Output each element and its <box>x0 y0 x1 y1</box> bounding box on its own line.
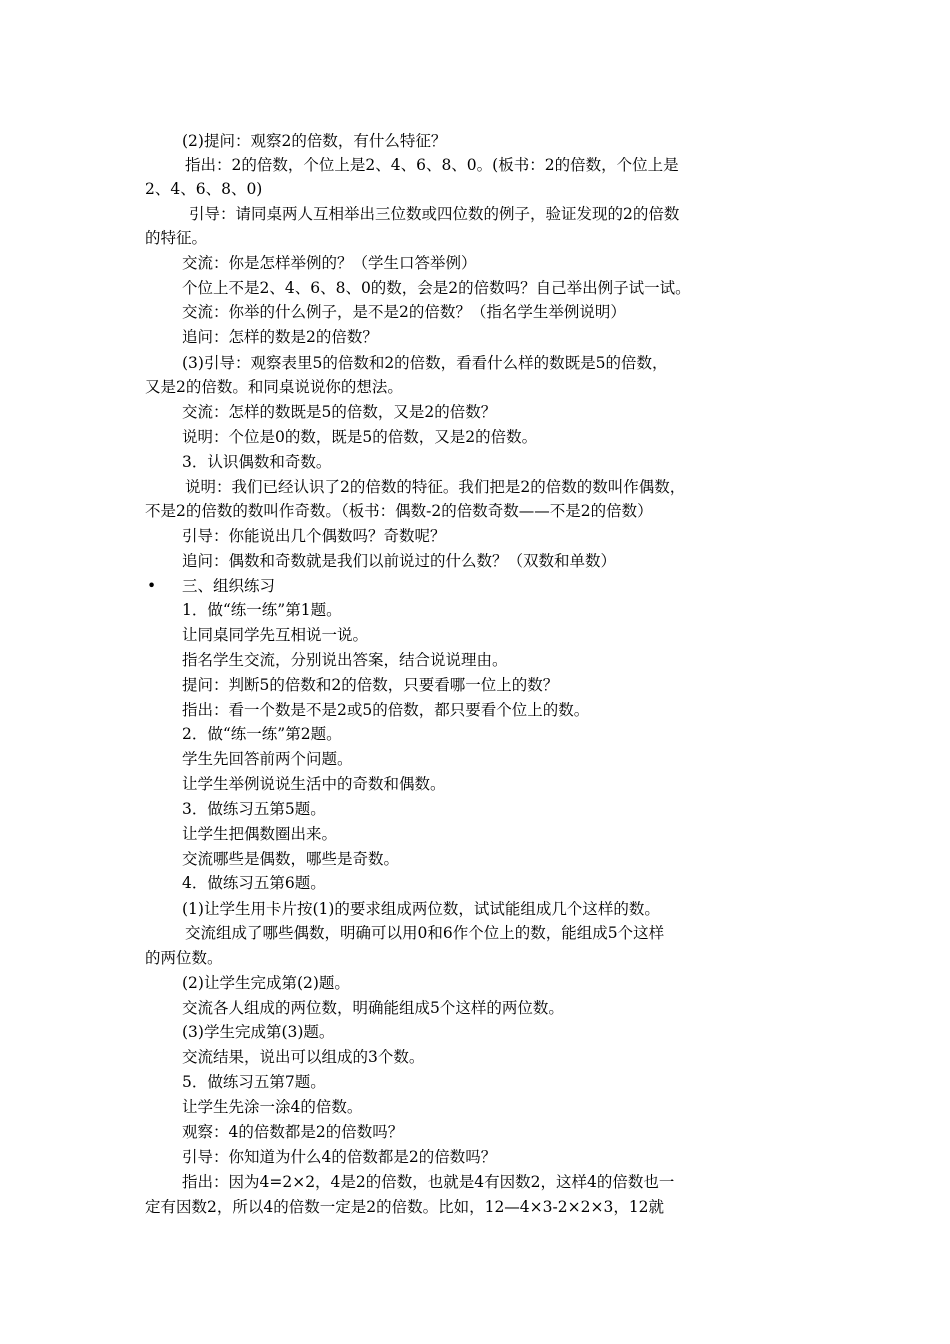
text-line: 追问：怎样的数是2的倍数？ <box>182 328 378 346</box>
text-line: (2)提问：观察2的倍数，有什么特征？ <box>182 132 447 150</box>
text-line: 学生先回答前两个问题。 <box>182 750 353 768</box>
text-line: 指出：因为4=2×2，4是2的倍数，也就是4有因数2，这样4的倍数也一 <box>182 1173 675 1191</box>
section-heading: 3．认识偶数和奇数。 <box>182 453 332 471</box>
text-line: 的特征。 <box>145 229 208 247</box>
text-line: 让学生把偶数圈出来。 <box>182 825 338 843</box>
text-line: 交流各人组成的两位数，明确能组成5个这样的两位数。 <box>182 999 564 1017</box>
bullet-mark: • <box>147 577 157 595</box>
text-line: 交流结果，说出可以组成的3个数。 <box>182 1048 425 1066</box>
text-line: (3)学生完成第(3)题。 <box>182 1023 335 1041</box>
text-line: 3．做练习五第5题。 <box>182 800 326 818</box>
text-line: 交流组成了哪些偶数，明确可以用0和6作个位上的数，能组成5个这样 <box>185 924 665 942</box>
text-line: 引导：你能说出几个偶数吗？奇数呢？ <box>182 527 446 545</box>
text-line: 4．做练习五第6题。 <box>182 874 326 892</box>
text-line: 提问：判断5的倍数和2的倍数，只要看哪一位上的数？ <box>182 676 559 694</box>
text-line: 追问：偶数和奇数就是我们以前说过的什么数？（双数和单数） <box>182 552 617 570</box>
text-line: 指名学生交流，分别说出答案，结合说说理由。 <box>182 651 508 669</box>
text-line: (2)让学生完成第(2)题。 <box>182 974 350 992</box>
text-line: 指出：看一个数是不是2或5的倍数，都只要看个位上的数。 <box>182 701 590 719</box>
text-line: 的两位数。 <box>145 949 223 967</box>
section-heading: 三、组织练习 <box>182 577 276 595</box>
text-line: 交流：你是怎样举例的？（学生口答举例） <box>182 254 477 272</box>
text-line: 交流哪些是偶数，哪些是奇数。 <box>182 850 400 868</box>
text-line: (1)让学生用卡片按(1)的要求组成两位数，试试能组成几个这样的数。 <box>182 900 660 918</box>
text-line: 个位上不是2、4、6、8、0的数，会是2的倍数吗？自己举出例子试一试。 <box>182 279 691 297</box>
text-line: 2．做“练一练”第2题。 <box>182 725 342 743</box>
text-line: 5．做练习五第7题。 <box>182 1073 326 1091</box>
text-line: 交流：怎样的数既是5的倍数，又是2的倍数？ <box>182 403 497 421</box>
text-line: 观察：4的倍数都是2的倍数吗？ <box>182 1123 404 1141</box>
text-line: 引导：你知道为什么4的倍数都是2的倍数吗？ <box>182 1148 497 1166</box>
text-line: 不是2的倍数的数叫作奇数。（板书：偶数-2的倍数奇数——不是2的倍数） <box>145 502 653 520</box>
text-line: 引导：请同桌两人互相举出三位数或四位数的例子，验证发现的2的倍数 <box>189 205 680 223</box>
text-line: 2、4、6、8、0) <box>145 180 263 198</box>
text-line: 指出：2的倍数，个位上是2、4、6、8、0。(板书：2的倍数，个位上是 <box>185 156 679 174</box>
text-line: (3)引导：观察表里5的倍数和2的倍数，看看什么样的数既是5的倍数， <box>182 354 668 372</box>
text-line: 定有因数2，所以4的倍数一定是2的倍数。比如，12—4×3-2×2×3，12就 <box>145 1198 665 1216</box>
text-line: 让学生举例说说生活中的奇数和偶数。 <box>182 775 446 793</box>
text-line: 交流：你举的什么例子，是不是2的倍数？（指名学生举例说明） <box>182 303 626 321</box>
text-line: 1．做“练一练”第1题。 <box>182 601 342 619</box>
text-line: 让学生先涂一涂4的倍数。 <box>182 1098 363 1116</box>
text-line: 说明：个位是0的数，既是5的倍数，又是2的倍数。 <box>182 428 538 446</box>
text-line: 让同桌同学先互相说一说。 <box>182 626 369 644</box>
text-line: 说明：我们已经认识了2的倍数的特征。我们把是2的倍数的数叫作偶数， <box>185 478 686 496</box>
text-line: 又是2的倍数。和同桌说说你的想法。 <box>145 378 403 396</box>
